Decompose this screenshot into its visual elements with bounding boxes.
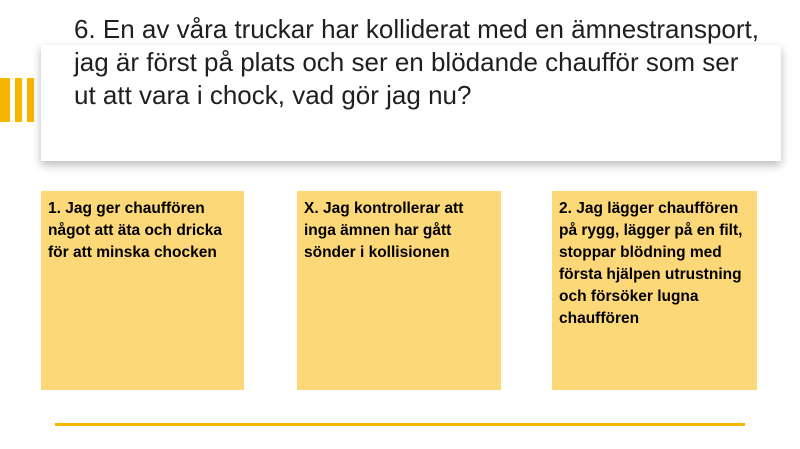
answer-option-1[interactable] (41, 191, 244, 390)
answer-key: 1. (48, 200, 61, 217)
answer-key: 2. (559, 200, 572, 217)
answer-text: Jag lägger chauffören på rygg, lägger på en filt, stoppar blödning med första hjälpen utrustning och försöker lugna chauffören (559, 200, 743, 327)
answer-key: X. (304, 200, 319, 217)
accent-bar (0, 78, 10, 122)
accent-bar (15, 78, 22, 122)
accent-bars-decoration (0, 78, 40, 122)
answer-text: Jag kontrollerar att inga ämnen har gått sönder i kollisionen (304, 200, 464, 261)
accent-bar (27, 78, 34, 122)
answer-text: Jag ger chauffören något att äta och dricka för att minska chocken (48, 200, 222, 261)
answer-option-x[interactable] (297, 191, 501, 390)
answer-option-2[interactable] (552, 191, 757, 390)
question-title: 6. En av våra truckar har kolliderat med en ämnestransport, jag är först på plats och ser en blödande chaufför som ser ut att vara i chock, vad gör jag nu? (74, 14, 759, 110)
bottom-divider (55, 423, 745, 426)
